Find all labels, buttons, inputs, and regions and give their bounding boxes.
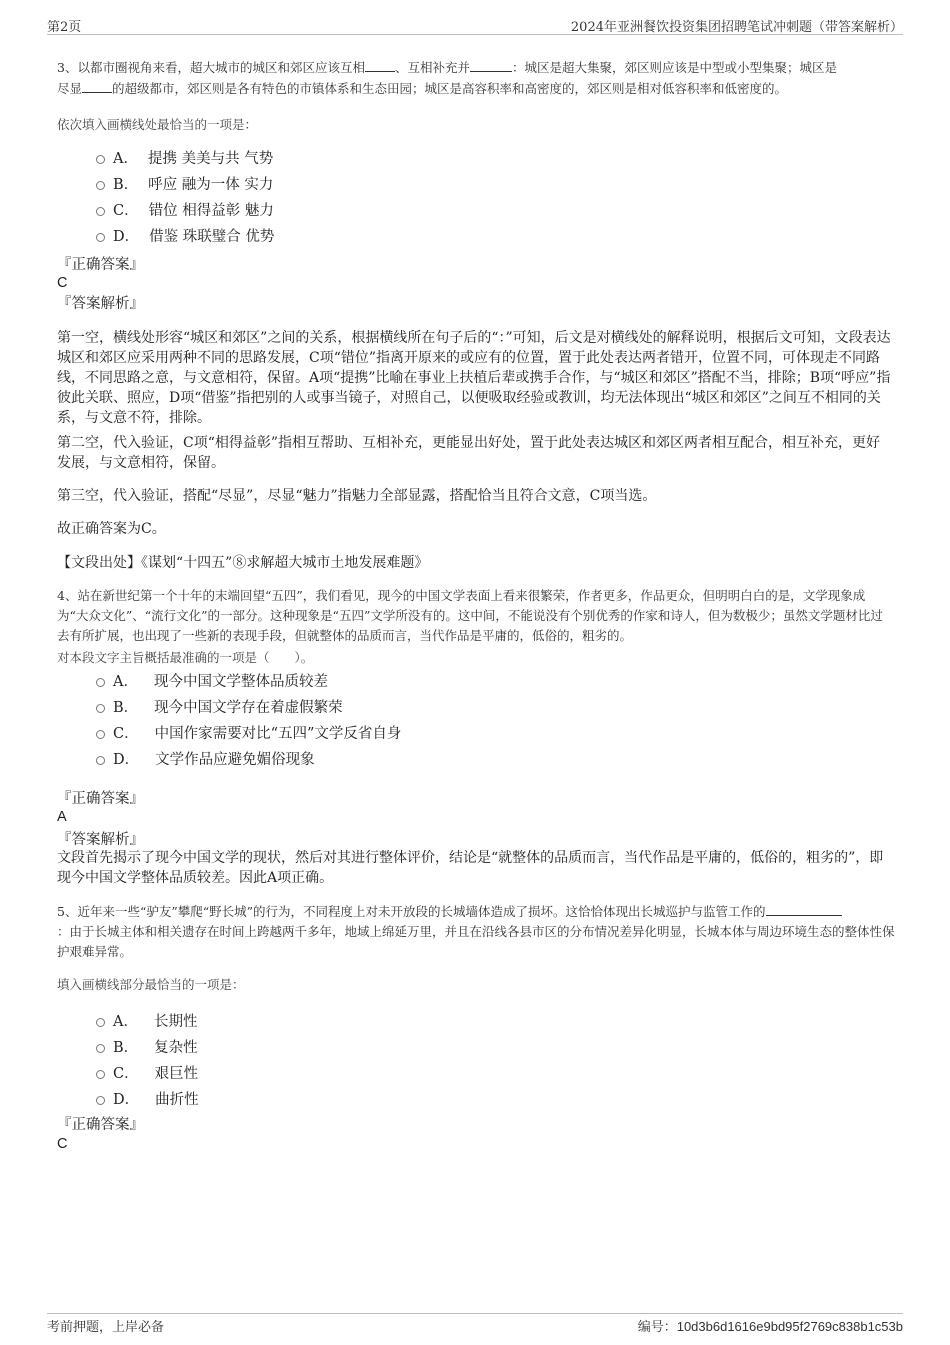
option-letter: C． (113, 1065, 139, 1082)
option-text: 复杂性 (154, 1039, 198, 1056)
question-5-prompt: 填入画横线部分最恰当的一项是： (57, 977, 245, 992)
option-letter: D． (113, 751, 140, 768)
blank-2 (470, 59, 512, 72)
question-4-text: 4、站在新世纪第一个十年的末端回望“五四”，我们看见，现今的中国文学表面上看来很繁荣，作者更多，作品更众，但明明白白的是，文学现象成为“大众文化”、“流行文化”的一部分。这种现象是“五四”文学所没有的。这中间，不能说没有个别优秀的作家和诗人，但为数极少；虽然文学题材比过去有所扩展，也出现了一些新的表现手段，但就整体的品质而言，当代作品是平庸的，低俗的，粗劣的。 (57, 588, 883, 643)
option-text: 长期性 (153, 1013, 198, 1030)
blank-3 (82, 80, 112, 93)
radio-icon[interactable] (96, 207, 105, 216)
blank-1 (365, 59, 395, 72)
code-label: 编号： (637, 1320, 677, 1335)
option-text: 借鉴 珠联璧合 优势 (149, 228, 275, 245)
radio-icon[interactable] (96, 1018, 105, 1027)
question-3-text-a: 3、以都市圈视角来看，超大城市的城区和郊区应该互相 (57, 60, 365, 75)
radio-icon[interactable] (96, 155, 105, 164)
radio-icon[interactable] (96, 181, 105, 190)
answer-label: 『正确答案』 (57, 791, 144, 807)
question-3-options (96, 144, 274, 248)
analysis-label: 『答案解析』 (57, 832, 144, 848)
option-letter: B． (113, 1039, 139, 1056)
question-3-text (57, 57, 897, 99)
option-letter: A． (113, 673, 138, 690)
option-b[interactable] (96, 693, 401, 719)
option-a[interactable] (96, 144, 274, 170)
option-text: 中国作家需要对比“五四”文学反省自身 (154, 725, 402, 742)
option-text: 现今中国文学整体品质较差 (153, 673, 328, 690)
option-text: 呼应 融为一体 实力 (148, 176, 274, 193)
option-b[interactable] (96, 170, 274, 196)
blank-1 (766, 903, 842, 916)
analysis-paragraph-3: 第三空，代入验证，搭配“尽显”，尽显“魅力”指魅力全部显露，搭配恰当且符合文意，C项当选。 (57, 488, 657, 504)
option-text: 提携 美美与共 气势 (147, 150, 274, 167)
analysis-paragraph-1: 第一空，横线处形容“城区和郊区”之间的关系，根据横线所在句子后的“：”可知，后文是对横线处的解释说明，根据后文可知，文段表达城区和郊区应采用两种不同的思路发展，C项“错位”指离开原来的或应有的位置，置于此处表达两者错开，位置不同，可体现走不同路线，不同思路之意，与文意相符，保留。A项“提携”比喻在事业上扶植后辈或携手合作，与“城区和郊区”搭配不当，排除；B项“呼应”指彼此关联、照应，D项“借鉴”指把别的人或事当镜子，对照自己，以便吸取经验或教训，均无法体现出“城区和郊区”之间互不相同的关系，与文意不符，排除。 (57, 330, 891, 426)
option-letter: B． (113, 699, 139, 716)
answer-label: 『正确答案』 (57, 257, 144, 273)
option-text: 文学作品应避免媚俗现象 (155, 751, 315, 768)
option-letter: D． (113, 1091, 140, 1108)
option-letter: A． (113, 150, 138, 167)
option-d[interactable] (96, 222, 274, 248)
radio-icon[interactable] (96, 678, 105, 687)
radio-icon[interactable] (96, 704, 105, 713)
answer-label: 『正确答案』 (57, 1117, 144, 1133)
source-citation: 【文段出处】《谋划“十四五”⑧求解超大城市土地发展难题》 (57, 555, 429, 571)
question-3-text-b: 、互相补充并 (394, 60, 470, 75)
footer-slogan: 考前押题，上岸必备 (47, 1320, 165, 1335)
analysis-label: 『答案解析』 (57, 296, 144, 312)
radio-icon[interactable] (96, 233, 105, 242)
radio-icon[interactable] (96, 756, 105, 765)
option-letter: C． (113, 725, 139, 742)
question-3-text-e: 的超级都市，郊区则是各有特色的市镇体系和生态田园；城区是高容积率和高密度的，郊区则是相对低容积率和低密度的。 (112, 81, 788, 96)
option-c[interactable] (96, 196, 274, 222)
question-5-text-b: ：由于长城主体和相关遗存在时间上跨越两千多年，地域上绵延万里，并且在沿线各县市区的分布情况差异化明显，长城本体与周边环境生态的整体性保护艰难异常。 (57, 924, 895, 959)
answer-value: A (57, 809, 67, 825)
analysis-paragraph-2: 第二空，代入验证，C项“相得益彰”指相互帮助、互相补充，更能显出好处，置于此处表达城区和郊区两者相互配合，相互补充，更好发展，与文意相符，保留。 (57, 435, 881, 471)
option-text: 曲折性 (155, 1091, 199, 1108)
question-5-text (57, 902, 895, 962)
option-text: 错位 相得益彰 魅力 (148, 202, 274, 219)
page-footer (47, 1313, 903, 1334)
option-d[interactable] (96, 1085, 199, 1111)
question-4-prompt: 对本段文字主旨概括最准确的一项是（ ）。 (57, 650, 314, 665)
page-number: 第2页 (47, 20, 82, 35)
option-letter: A． (113, 1013, 138, 1030)
option-c[interactable] (96, 1059, 199, 1085)
option-text: 现今中国文学存在着虚假繁荣 (154, 699, 343, 716)
radio-icon[interactable] (96, 1070, 105, 1079)
radio-icon[interactable] (96, 730, 105, 739)
question-4-options (96, 667, 401, 771)
analysis-paragraph-1: 文段首先揭示了现今中国文学的现状，然后对其进行整体评价，结论是“就整体的品质而言，当代作品是平庸的，低俗的，粗劣的”，即现今中国文学整体品质较差。因此A项正确。 (57, 850, 884, 886)
answer-value: C (57, 275, 68, 291)
option-letter: C． (113, 202, 139, 219)
document-code (638, 1316, 903, 1335)
option-letter: D． (113, 228, 140, 245)
analysis-paragraph-4: 故正确答案为C。 (57, 521, 166, 537)
question-3-text-d: 尽显 (57, 81, 83, 96)
radio-icon[interactable] (96, 1096, 105, 1105)
option-letter: B． (113, 176, 139, 193)
document-title: 2024年亚洲餐饮投资集团招聘笔试冲刺题（带答案解析） (570, 20, 903, 35)
option-a[interactable] (96, 667, 401, 693)
radio-icon[interactable] (96, 1044, 105, 1053)
question-5-text-a: 5、近年来一些“驴友”攀爬“野长城”的行为，不同程度上对未开放段的长城墙体造成了损坏。这恰恰体现出长城巡护与监管工作的 (57, 904, 766, 919)
question-3-text-c: ：城区是超大集聚，郊区则应该是中型或小型集聚；城区是 (511, 60, 837, 75)
code-value: 10d3b6d1616e9bd95f2769c838b1c53b (676, 1319, 903, 1334)
question-3-prompt: 依次填入画横线处最恰当的一项是： (57, 117, 258, 132)
option-a[interactable] (96, 1007, 199, 1033)
page-header (47, 14, 903, 35)
option-c[interactable] (96, 719, 401, 745)
option-b[interactable] (96, 1033, 199, 1059)
option-d[interactable] (96, 745, 401, 771)
question-5-options (96, 1007, 199, 1111)
option-text: 艰巨性 (154, 1065, 199, 1082)
answer-value: C (57, 1136, 68, 1152)
